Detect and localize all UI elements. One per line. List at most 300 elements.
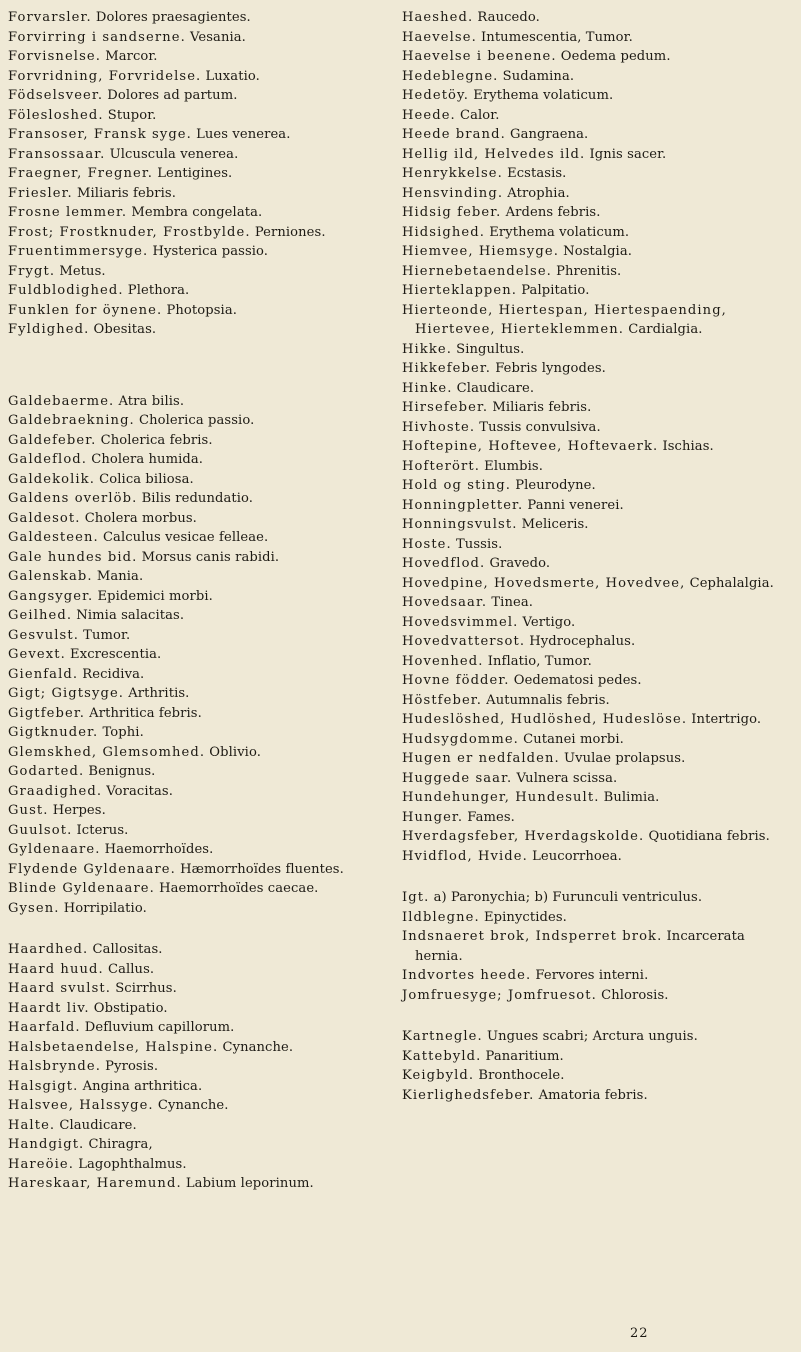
entry-term: Hovne födder.	[402, 673, 510, 688]
entry-latin: Claudicare.	[59, 1117, 137, 1133]
entry-latin: Voracitas.	[106, 783, 173, 799]
entry-latin: Vulnera scissa.	[516, 770, 618, 786]
entry-latin: Cynanche.	[157, 1098, 229, 1113]
entry-term: Hidsig feber.	[402, 205, 502, 220]
entry-term: Keigbyld.	[402, 1068, 475, 1083]
dictionary-entry	[402, 203, 794, 223]
entry-latin: Nimia salacitas.	[76, 608, 185, 623]
entry-term: Hvidflod, Hvide.	[402, 848, 528, 864]
dictionary-entry	[402, 671, 794, 691]
entry-latin: Perniones.	[254, 224, 326, 240]
dictionary-entry	[402, 632, 794, 652]
dictionary-entry	[8, 86, 396, 106]
entry-term: Henrykkelse.	[402, 166, 503, 181]
entry-term: Honningsvulst.	[402, 517, 518, 532]
entry-term: Haevelse i beenene.	[402, 49, 557, 64]
entry-latin: Arthritis.	[128, 686, 190, 701]
entry-latin: Erythema volaticum.	[473, 88, 614, 103]
entry-term: Glemskhed, Glemsomhed.	[8, 744, 206, 760]
entry-term: Hedeblegne.	[402, 68, 499, 84]
entry-latin: Chiragra,	[88, 1137, 153, 1152]
entry-latin: Ischias.	[662, 439, 714, 454]
dictionary-entry	[402, 966, 794, 986]
dictionary-entry	[402, 888, 794, 908]
entry-term: Geilhed.	[8, 608, 73, 623]
dictionary-entry	[8, 1057, 396, 1077]
entry-term: Gust.	[8, 803, 49, 818]
entry-latin: Morsus canis rabidi.	[141, 549, 280, 565]
entry-term: Haevelse.	[402, 29, 477, 45]
dictionary-entry	[402, 808, 794, 828]
entry-term: Honningpletter.	[402, 497, 524, 513]
dictionary-entry	[402, 908, 794, 928]
dictionary-entry	[8, 145, 396, 165]
dictionary-entry	[8, 684, 396, 704]
dictionary-entry	[402, 164, 794, 184]
dictionary-entry	[8, 489, 396, 509]
dictionary-entry	[402, 1027, 794, 1047]
entry-term: Hierteonde, Hiertespan, Hiertespaending, Hiertevee, Hierteklemmen.	[402, 302, 727, 337]
entry-term: Hinke.	[402, 380, 453, 396]
dictionary-entry	[402, 262, 794, 282]
entry-latin: Tussis.	[455, 536, 503, 552]
entry-term: Höstfeber.	[402, 692, 482, 708]
entry-latin: Gangraena.	[510, 127, 589, 142]
entry-latin: Ulcuscula venerea.	[109, 146, 239, 162]
entry-latin: Fames.	[467, 809, 515, 825]
dictionary-entry	[8, 979, 396, 999]
left-column	[8, 8, 396, 1194]
entry-latin: Cardialgia.	[628, 322, 703, 337]
dictionary-entry	[8, 450, 396, 470]
dictionary-entry	[402, 28, 794, 48]
entry-term: Hellig ild, Helvedes ild.	[402, 146, 586, 162]
dictionary-entry	[402, 593, 794, 613]
entry-latin: Pleurodyne.	[515, 478, 596, 493]
dictionary-entry	[402, 788, 794, 808]
dictionary-entry	[8, 47, 396, 67]
entry-latin: Excrescentia.	[70, 647, 162, 662]
entry-term: Graadighed.	[8, 783, 103, 799]
dictionary-entry	[402, 1066, 794, 1086]
dictionary-entry	[402, 437, 794, 457]
entry-term: Hikkefeber.	[402, 361, 492, 376]
entry-term: Hivhoste.	[402, 419, 476, 435]
entry-latin: Cholera humida.	[91, 452, 204, 467]
entry-term: Gienfald.	[8, 666, 79, 682]
entry-term: Hoste.	[402, 536, 452, 552]
entry-term: Igt.	[402, 890, 430, 905]
dictionary-entry	[402, 67, 794, 87]
entry-term: Galdeflod.	[8, 452, 88, 467]
entry-term: Hugen er nedfalden.	[402, 751, 560, 766]
entry-latin: Cutanei morbi.	[523, 731, 624, 747]
entry-term: Hareskaar, Haremund.	[8, 1176, 182, 1191]
dictionary-entry	[402, 281, 794, 301]
entry-latin: Icterus.	[76, 822, 129, 838]
entry-term: Hiernebetaendelse.	[402, 263, 552, 279]
dictionary-entry	[402, 301, 794, 340]
dictionary-entry	[402, 86, 794, 106]
entry-latin: Febris lyngodes.	[495, 361, 606, 376]
entry-term: Gigtknuder.	[8, 725, 99, 740]
entry-term: Hovedsvimmel.	[402, 614, 519, 630]
entry-latin: Angina arthritica.	[82, 1078, 203, 1094]
entry-latin: Hydrocephalus.	[529, 634, 636, 649]
entry-latin: Callus.	[107, 961, 155, 977]
entry-latin: Tussis convulsiva.	[479, 419, 601, 435]
dictionary-entry	[8, 606, 396, 626]
dictionary-entry	[8, 860, 396, 880]
dictionary-entry	[402, 927, 794, 966]
entry-term: Gigt; Gigtsyge.	[8, 686, 125, 701]
entry-term: Gysen.	[8, 900, 60, 916]
entry-latin: Marcor.	[105, 49, 158, 64]
entry-term: Kierlighedsfeber.	[402, 1087, 535, 1103]
dictionary-entry	[8, 1135, 396, 1155]
entry-term: Hedetöy.	[402, 88, 470, 103]
entry-term: Forvarsler.	[8, 10, 92, 25]
entry-latin: Stupor.	[107, 107, 157, 123]
entry-term: Hudsygdomme.	[402, 731, 519, 747]
dictionary-section	[402, 888, 794, 1005]
entry-latin: Membra congelata.	[131, 205, 263, 220]
dictionary-entry	[8, 281, 396, 301]
entry-term: Hofterört.	[402, 458, 480, 474]
entry-latin: Uvulae prolapsus.	[563, 751, 686, 766]
dictionary-entry	[402, 379, 794, 399]
entry-latin: Cholerica passio.	[138, 413, 255, 428]
dictionary-entry	[8, 762, 396, 782]
entry-latin: Photopsia.	[166, 302, 237, 318]
entry-latin: Ardens febris.	[505, 205, 601, 220]
entry-term: Hidsighed.	[402, 224, 486, 240]
dictionary-entry	[402, 1047, 794, 1067]
entry-latin: Fervores interni.	[535, 968, 649, 983]
entry-latin: Inflatio, Tumor.	[487, 653, 592, 669]
dictionary-entry	[402, 125, 794, 145]
dictionary-entry	[402, 749, 794, 769]
entry-latin: Metus.	[59, 263, 106, 279]
dictionary-entry	[8, 184, 396, 204]
entry-term: Haardhed.	[8, 942, 89, 957]
dictionary-entry	[8, 567, 396, 587]
dictionary-entry	[402, 691, 794, 711]
dictionary-entry	[8, 392, 396, 412]
dictionary-entry	[8, 782, 396, 802]
entry-latin: Herpes.	[52, 803, 106, 818]
dictionary-entry	[402, 847, 794, 867]
dictionary-entry	[402, 515, 794, 535]
dictionary-entry	[8, 28, 396, 48]
entry-term: Ildblegne.	[402, 909, 480, 925]
dictionary-section	[402, 8, 794, 866]
entry-latin: Vesania.	[190, 29, 246, 45]
dictionary-entry	[402, 1086, 794, 1106]
entry-latin: Lagophthalmus.	[78, 1156, 187, 1172]
dictionary-entry	[402, 223, 794, 243]
entry-latin: Calor.	[459, 107, 500, 123]
entry-term: Hovedflod.	[402, 556, 486, 571]
entry-term: Kattebyld.	[402, 1048, 482, 1064]
entry-latin: Leucorrhoea.	[532, 848, 622, 864]
entry-latin: Bulimia.	[603, 790, 660, 805]
dictionary-entry	[8, 203, 396, 223]
entry-term: Halsbrynde.	[8, 1059, 101, 1074]
entry-latin: Defluvium capillorum.	[84, 1020, 235, 1035]
entry-latin: Arthritica febris.	[89, 705, 202, 721]
entry-term: Hudeslöshed, Hudlöshed, Hudeslöse.	[402, 712, 688, 727]
dictionary-section	[8, 8, 396, 340]
dictionary-entry	[402, 730, 794, 750]
entry-latin: Nostalgia.	[563, 244, 633, 259]
dictionary-entry	[8, 320, 396, 340]
entry-term: Fraegner, Fregner.	[8, 166, 154, 181]
entry-latin: Lues venerea.	[196, 127, 291, 142]
entry-latin: Cynanche.	[222, 1039, 294, 1055]
dictionary-entry	[8, 1174, 396, 1194]
dictionary-entry	[8, 960, 396, 980]
entry-latin: Incarcerata hernia.	[415, 929, 745, 964]
entry-term: Funklen for öynene.	[8, 302, 163, 318]
entry-term: Hovenhed.	[402, 653, 484, 669]
entry-term: Galenskab.	[8, 569, 93, 584]
entry-latin: Hysterica passio.	[152, 244, 269, 259]
dictionary-entry	[402, 106, 794, 126]
entry-term: Hverdagsfeber, Hverdagskolde.	[402, 829, 645, 844]
entry-latin: Dolores ad partum.	[107, 88, 238, 103]
entry-term: Fransoser, Fransk syge.	[8, 127, 192, 142]
entry-latin: Tumor.	[83, 627, 131, 643]
dictionary-entry	[8, 665, 396, 685]
dictionary-entry	[8, 8, 396, 28]
entry-term: Galdebraekning.	[8, 413, 135, 428]
entry-term: Gesvulst.	[8, 627, 79, 643]
entry-latin: Horripilatio.	[63, 900, 147, 916]
dictionary-section	[402, 1027, 794, 1105]
dictionary-entry	[8, 509, 396, 529]
entry-term: Galdebaerme.	[8, 393, 115, 409]
entry-term: Hirsefeber.	[402, 400, 489, 415]
entry-term: Haeshed.	[402, 10, 474, 25]
dictionary-entry	[402, 827, 794, 847]
entry-term: Hierteklappen.	[402, 283, 518, 298]
dictionary-entry	[8, 1155, 396, 1175]
dictionary-entry	[402, 769, 794, 789]
entry-term: Frost; Frostknuder, Frostbylde.	[8, 224, 251, 240]
dictionary-entry	[8, 704, 396, 724]
entry-term: Fransossaar.	[8, 146, 106, 162]
entry-latin: Colica biliosa.	[99, 471, 194, 487]
entry-latin: Obesitas.	[93, 322, 157, 337]
entry-term: Jomfruesyge; Jomfruesot.	[402, 987, 597, 1003]
entry-term: Galdekolik.	[8, 471, 95, 487]
right-column	[402, 8, 794, 1105]
entry-term: Haarfald.	[8, 1020, 81, 1035]
dictionary-entry	[8, 470, 396, 490]
dictionary-entry	[402, 145, 794, 165]
entry-latin: Sudamina.	[502, 68, 575, 84]
entry-term: Guulsot.	[8, 822, 73, 838]
entry-latin: Bilis redundatio.	[141, 491, 254, 506]
page-number: 22	[630, 1326, 649, 1341]
entry-term: Forvridning, Forvridelse.	[8, 68, 202, 84]
entry-latin: Plethora.	[127, 283, 190, 298]
entry-latin: Callositas.	[92, 942, 163, 957]
entry-term: Hiemvee, Hiemsyge.	[402, 244, 559, 259]
dictionary-entry	[8, 411, 396, 431]
dictionary-entry	[8, 723, 396, 743]
entry-latin: Luxatio.	[205, 68, 260, 84]
dictionary-entry	[8, 626, 396, 646]
entry-term: Hareöie.	[8, 1156, 75, 1172]
dictionary-entry	[8, 301, 396, 321]
entry-latin: Erythema volaticum.	[489, 224, 630, 240]
dictionary-entry	[8, 1038, 396, 1058]
entry-latin: Atra bilis.	[118, 393, 185, 409]
dictionary-entry	[8, 940, 396, 960]
dictionary-entry	[402, 574, 794, 594]
dictionary-entry	[402, 8, 794, 28]
entry-term: Flydende Gyldenaare.	[8, 861, 176, 877]
entry-latin: Intertrigo.	[691, 712, 762, 727]
dictionary-entry	[8, 645, 396, 665]
entry-latin: Miliaris febris.	[77, 185, 177, 201]
entry-term: Hold og sting.	[402, 478, 512, 493]
entry-term: Frosne lemmer.	[8, 205, 128, 220]
entry-term: Huggede saar.	[402, 770, 513, 786]
entry-latin: Lentigines.	[157, 166, 233, 181]
entry-latin: Cholerica febris.	[100, 432, 213, 448]
entry-term: Gangsyger.	[8, 588, 94, 604]
entry-latin: Singultus.	[456, 341, 525, 357]
dictionary-entry	[402, 476, 794, 496]
entry-latin: Meliceris.	[521, 517, 589, 532]
entry-term: Hoftepine, Hoftevee, Hoftevaerk.	[402, 439, 659, 454]
entry-term: Födselsveer.	[8, 88, 104, 103]
entry-latin: Phrenitis.	[556, 263, 622, 279]
dictionary-entry	[8, 164, 396, 184]
dictionary-entry	[8, 548, 396, 568]
entry-latin: Cephalalgia.	[689, 575, 774, 591]
entry-term: Forvisnelse.	[8, 49, 102, 64]
dictionary-entry	[402, 710, 794, 730]
entry-term: Forvirring i sandserne.	[8, 29, 186, 45]
entry-latin: Intumescentia, Tumor.	[481, 29, 633, 45]
dictionary-entry	[8, 879, 396, 899]
dictionary-entry	[402, 359, 794, 379]
dictionary-entry	[8, 67, 396, 87]
entry-latin: Panni venerei.	[527, 497, 624, 513]
entry-term: Haard svulst.	[8, 981, 112, 996]
entry-latin: Oblivio.	[209, 744, 261, 760]
entry-latin: Ignis sacer.	[589, 146, 667, 162]
entry-term: Gevext.	[8, 647, 66, 662]
entry-latin: Elumbis.	[484, 458, 544, 474]
entry-term: Galdesteen.	[8, 530, 99, 545]
entry-latin: Epinyctides.	[483, 909, 567, 925]
dictionary-entry	[8, 1018, 396, 1038]
entry-term: Fruentimmersyge.	[8, 244, 149, 259]
entry-term: Halte.	[8, 1117, 56, 1133]
entry-term: Gyldenaare.	[8, 842, 101, 857]
entry-latin: Scirrhus.	[115, 981, 177, 996]
dictionary-entry	[8, 223, 396, 243]
dictionary-entry	[8, 262, 396, 282]
dictionary-entry	[8, 431, 396, 451]
entry-latin: Dolores praesagientes.	[95, 10, 251, 25]
dictionary-entry	[8, 1116, 396, 1136]
entry-latin: Chlorosis.	[601, 987, 669, 1003]
entry-term: Hundehunger, Hundesult.	[402, 790, 600, 805]
entry-latin: Haemorrhoïdes.	[104, 842, 214, 857]
dictionary-entry	[8, 1077, 396, 1097]
entry-latin: Bronthocele.	[478, 1068, 565, 1083]
entry-latin: Mania.	[96, 569, 144, 584]
entry-term: Indsnaeret brok, Indsperret brok.	[402, 929, 663, 944]
entry-latin: Calculus vesicae felleae.	[102, 530, 269, 545]
dictionary-entry	[402, 242, 794, 262]
entry-latin: Miliaris febris.	[492, 400, 592, 415]
dictionary-entry	[402, 535, 794, 555]
entry-latin: Labium leporinum.	[185, 1176, 314, 1191]
entry-latin: Amatoria febris.	[538, 1087, 648, 1103]
entry-latin: Ungues scabri; Arctura unguis.	[486, 1029, 698, 1044]
entry-term: Hovedvattersot.	[402, 634, 526, 649]
entry-latin: Obstipatio.	[93, 1000, 168, 1016]
entry-term: Halsbetaendelse, Halspine.	[8, 1039, 219, 1055]
entry-term: Haardt liv.	[8, 1000, 90, 1016]
dictionary-entry	[8, 528, 396, 548]
dictionary-entry	[402, 986, 794, 1006]
dictionary-entry	[402, 613, 794, 633]
dictionary-entry	[8, 743, 396, 763]
entry-term: Gigtfeber.	[8, 705, 85, 721]
entry-term: Indvortes heede.	[402, 968, 532, 983]
entry-latin: Oedematosi pedes.	[513, 673, 642, 688]
entry-term: Fuldblodighed.	[8, 283, 124, 298]
entry-latin: Autumnalis febris.	[486, 692, 610, 708]
dictionary-entry	[8, 840, 396, 860]
entry-latin: Raucedo.	[477, 10, 540, 25]
entry-term: Galdefeber.	[8, 432, 97, 448]
dictionary-entry	[8, 801, 396, 821]
entry-term: Hovedsaar.	[402, 595, 488, 610]
entry-term: Godarted.	[8, 764, 85, 779]
entry-term: Fyldighed.	[8, 322, 90, 337]
dictionary-entry	[8, 242, 396, 262]
dictionary-entry	[402, 47, 794, 67]
entry-latin: Atrophia.	[507, 185, 570, 201]
entry-term: Hunger.	[402, 809, 464, 825]
entry-latin: Epidemici morbi.	[97, 588, 213, 604]
dictionary-entry	[8, 125, 396, 145]
dictionary-section	[8, 392, 396, 919]
dictionary-entry	[402, 398, 794, 418]
entry-term: Galdens overlöb.	[8, 491, 138, 506]
entry-term: Frygt.	[8, 263, 56, 279]
entry-latin: Pyrosis.	[105, 1059, 159, 1074]
entry-latin: Gravedo.	[489, 556, 551, 571]
dictionary-entry	[8, 899, 396, 919]
entry-term: Gale hundes bid.	[8, 549, 138, 565]
dictionary-entry	[8, 587, 396, 607]
entry-latin: Ecstasis.	[507, 166, 567, 181]
entry-term: Kartnegle.	[402, 1029, 483, 1044]
dictionary-entry	[8, 821, 396, 841]
entry-term: Haard huud.	[8, 961, 104, 977]
entry-latin: a) Paronychia; b) Furunculi ventriculus.	[433, 890, 703, 905]
